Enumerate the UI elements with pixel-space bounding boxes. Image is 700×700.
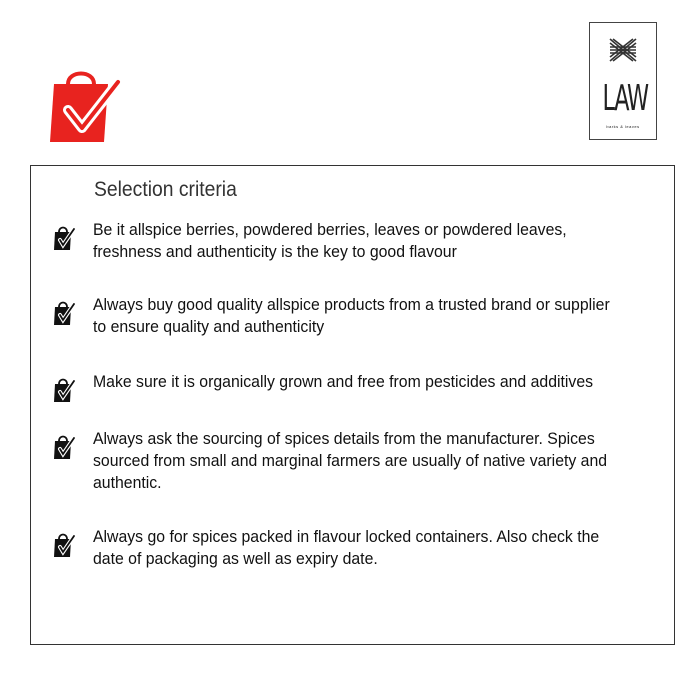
bag-check-icon [53, 532, 75, 558]
brand-tagline: barks & leaves [606, 124, 640, 129]
criteria-item-text: Always ask the sourcing of spices details from the manufacturer. Spices sourced from small and marginal farmers are usually of native variety and authentic. [93, 429, 608, 492]
bag-check-icon [53, 300, 75, 326]
bag-check-icon [53, 434, 75, 460]
selection-criteria-panel [30, 165, 675, 645]
crossed-lines-icon [608, 35, 638, 65]
criteria-item-text: Always buy good quality allspice products from a trusted brand or supplier to ensure quality and authenticity [93, 295, 610, 336]
bag-check-icon [53, 377, 75, 403]
criteria-item-text: Be it allspice berries, powdered berries, leaves or powdered leaves, freshness and authenticity is the key to good flavour [93, 220, 567, 261]
brand-logo [589, 22, 657, 140]
criteria-title: Selection criteria [94, 178, 237, 201]
brand-name: LAW [602, 78, 648, 119]
criteria-item-text: Make sure it is organically grown and free from pesticides and additives [93, 372, 594, 391]
criteria-item-text: Always go for spices packed in flavour locked containers. Also check the date of packaging as well as expiry date. [93, 527, 600, 568]
bag-check-icon [53, 225, 75, 251]
shopping-bag-check-icon [48, 62, 124, 146]
